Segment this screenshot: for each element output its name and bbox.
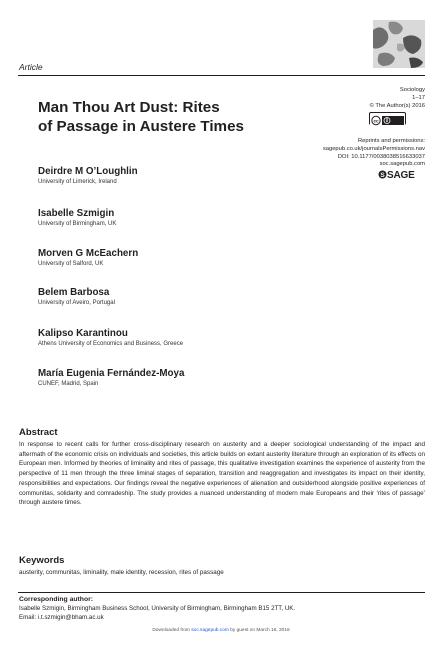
keywords-heading: Keywords — [19, 555, 65, 566]
copyright: © The Author(s) 2016 — [369, 102, 425, 109]
sage-logo — [378, 170, 415, 181]
abstract-section — [19, 427, 425, 508]
title-line-1: Man Thou Art Dust: Rites — [38, 99, 220, 116]
author-name: Belem Barbosa — [38, 287, 110, 298]
author-affiliation: University of Birmingham, UK — [38, 221, 117, 227]
author-block — [38, 287, 115, 308]
publication-meta — [323, 138, 425, 169]
footer-prefix: Downloaded from — [152, 628, 192, 633]
author-name: Deirdre M O’Loughlin — [38, 166, 138, 177]
journal-name: Sociology — [399, 87, 425, 93]
article-title — [38, 98, 298, 136]
author-block — [38, 248, 138, 269]
journal-meta — [370, 87, 425, 110]
author-affiliation: Athens University of Economics and Business, Greece — [38, 341, 184, 347]
correspondence-label: Corresponding author: — [19, 596, 94, 603]
author-block — [38, 208, 116, 229]
author-block — [38, 166, 138, 187]
reprints-label: Reprints and permissions: — [357, 138, 425, 144]
title-line-2: of Passage in Austere Times — [38, 118, 244, 135]
author-name: Morven G McEachern — [38, 248, 139, 259]
footer-suffix: by guest on March 16, 2016 — [228, 628, 290, 633]
journal-url[interactable]: soc.sagepub.com — [379, 161, 425, 168]
journal-cover-image — [373, 20, 425, 68]
author-affiliation: University of Salford, UK — [38, 261, 104, 267]
author-block — [38, 368, 184, 389]
author-name: Kalipso Karantinou — [38, 328, 128, 339]
svg-text:S: S — [380, 172, 385, 179]
header-rule — [18, 75, 425, 76]
abstract-heading: Abstract — [19, 427, 58, 438]
publisher-name: SAGE — [387, 170, 415, 181]
page-range: 1–17 — [412, 94, 425, 101]
author-block — [38, 328, 183, 349]
correspondence-block — [19, 595, 425, 622]
correspondence-address: Isabelle Szmigin, Birmingham Business School, University of Birmingham, Birmingham B15 2TT, UK. — [19, 605, 296, 612]
author-name: María Eugenia Fernández-Moya — [38, 368, 185, 379]
svg-text:cc: cc — [373, 118, 379, 124]
article-type-label: Article — [19, 62, 43, 72]
reprints-link[interactable]: sagepub.co.uk/journalsPermissions.nav — [322, 145, 425, 152]
abstract-text: In response to recent calls for further cross-disciplinary research on austerity and a deeper sociological understanding of the impact and aftermath of the economic crisis on individuals and societies, this article builds on extant austerity literature through an exploration of its effects on European men. Informed by theories of liminality and rites of passage, this qualitative investigation examines the experience of austerity from the perspective of 11 men through the three liminal stages of separation, transition and reaggregation and investigates its impact on their identity, responsibilities and expectations. Our findings reveal the negative experiences of alienation and outsiderhood alongside positive experiences of communitas, solidarity and comradeship. The study provides a nuanced understanding of modern male Europeans and their ‘rites of passage’ through austere times. — [19, 441, 425, 507]
correspondence-email[interactable]: Email: i.t.szmigin@bham.ac.uk — [19, 614, 104, 621]
download-footer — [0, 628, 442, 633]
author-affiliation: University of Aveiro, Portugal — [38, 300, 115, 306]
creative-commons-icon — [369, 112, 406, 125]
footer-link[interactable]: soc.sagepub.com — [191, 628, 229, 633]
author-name: Isabelle Szmigin — [38, 208, 115, 219]
sage-icon — [378, 170, 387, 179]
author-affiliation: CUNEF, Madrid, Spain — [38, 381, 99, 387]
doi[interactable]: DOI: 10.1177/0038038516633037 — [337, 153, 425, 160]
footer-rule — [18, 592, 425, 593]
keywords-section — [19, 555, 425, 577]
keywords-text: austerity, communitas, liminality, male identity, recession, rites of passage — [19, 569, 224, 576]
author-affiliation: University of Limerick, Ireland — [38, 179, 117, 185]
